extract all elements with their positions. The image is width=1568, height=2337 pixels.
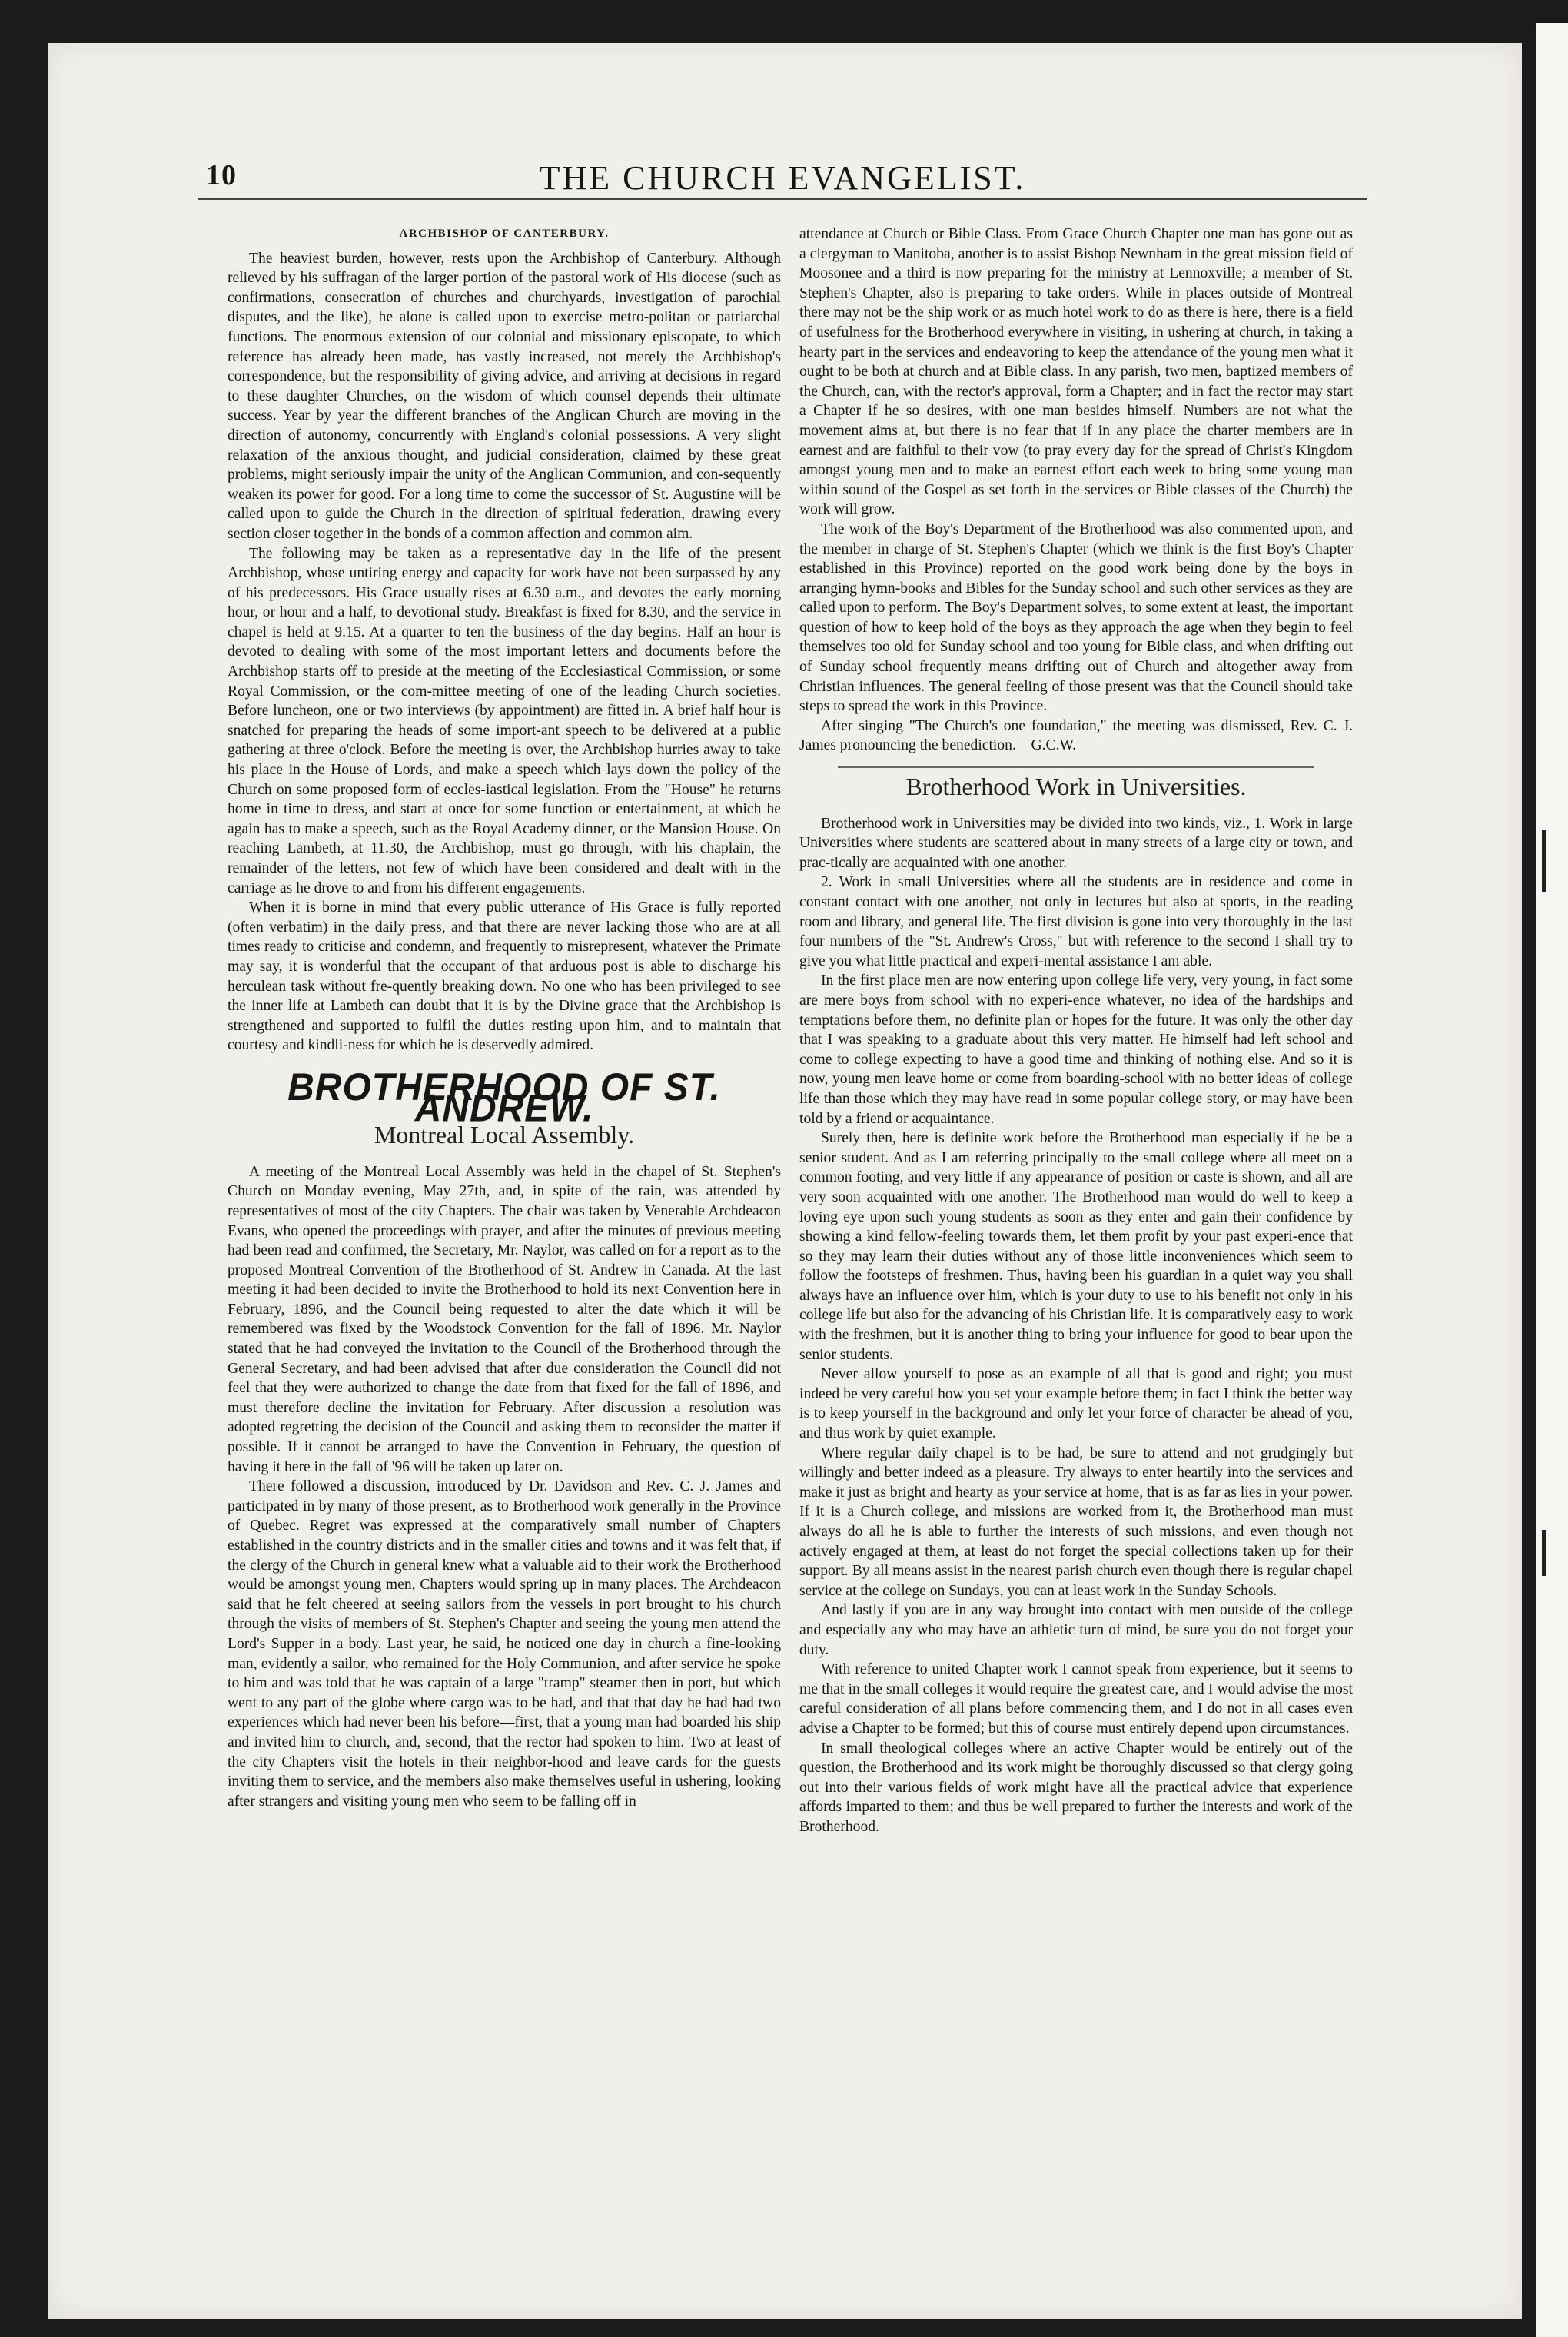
universities-paragraph: And lastly if you are in any way brought into contact with men outside of the college and especially any who may have an athletic turn of mind, be sure you do not forget your duty. [799, 1602, 1353, 1658]
universities-paragraph: Surely then, here is definite work before the Brotherhood man especially if he be a senior student. And as I am referring principally to the small college where all meet on a common footing, and very little if any appearance of position or caste is shown, and all are very soon acquainted with one another. The Brotherhood man would do well to keep a loving eye upon such young students as soon as they enter and gain their confidence by showing a kind fellow-feeling towards them, let them profit by your past experi-ence that so they may learn their duties without any of those little inconveniences which seem to follow the footsteps of freshmen. Thus, having been his guardian in a quiet way you shall always have an influence over him, which is your duty to use to his benefit not only in his college life but also for the advancing of his Christian life. It is comparatively easy to work with the freshmen, but it is another thing to bring your influence for good to bear upon the senior students. [799, 1130, 1353, 1363]
universities-paragraph: Where regular daily chapel is to be had, be sure to attend and not grudgingly but willingly and better indeed as a pleasure. Try always to enter heartily into the services and make it just as bright and hearty as your service at home, that is as far as lies in your power. If it is a Church college, and missions are worked from it, the Brotherhood man must always do all he is able to further the interests of such missions, and even though not actively engaged at them, at least do not forget the special collections taken up for their support. By all means assist in the nearest parish church even though there is regular chapel service at the college on Sundays, you can at least work in the Sunday Schools. [799, 1444, 1353, 1599]
continuation-paragraph: The work of the Boy's Department of the Brotherhood was also commented upon, and the member in charge of St. Stephen's Chapter (which we think is the first Boy's Chapter established in this Province) reported on the good work being done by the boys in arranging hymn-books and Bibles for the Sunday school and such other services as they are called upon to perform. The Boy's Department solves, to some extent at least, the important question of how to keep hold of the boys as they approach the age when they begin to feel themselves too old for Sunday school and too young for Bible class, and when drifting out of Sunday school frequently means drifting out of Church and altogether away from Christian influences. The general feeling of those present was that the Council should take steps to spread the work in this Province. [799, 520, 1353, 715]
right-column [799, 224, 1353, 1837]
archbishop-paragraph: The following may be taken as a representative day in the life of the present Archbishop, whose untiring energy and capacity for work have not been surpassed by any of his predecessors. His Grace usually rises at 6.30 a.m., and devotes the early morning hour, or hour and a half, to devotional study. Breakfast is fixed for 8.30, and the service in chapel is held at 9.15. At a quarter to ten the business of the day begins. Half an hour is devoted to dealing with some of the most important letters and documents before the Archbishop starts off to preside at the meeting of the Ecclesiastical Commission, or some Royal Commission, or the com-mittee meeting of one of the leading Church societies. Before luncheon, one or two interviews (by appointment) are fitted in. A brief half hour is snatched for preparing the heads of some import-ant speech to be delivered at a public gathering at three o'clock. Before the meeting is over, the Archbishop hurries away to take his place in the House of Lords, and make a speech which lays down the policy of the Church on some proposed form of eccles-iastical legislation. From the "House" he returns home in time to dress, and start at once for some function or entertainment, at which he again has to make a speech, such as the Royal Academy dinner, or the Mansion House. On reaching Lambeth, at 11.30, the Archbishop, must go through, with his chaplain, the remainder of the letters, not few of which have been considered and dealt with in the carriage as he drove to and from his different engagements. [228, 545, 781, 896]
brotherhood-heading: BROTHERHOOD OF ST. ANDREW. [287, 1065, 721, 1130]
universities-paragraph: In small theological colleges where an active Chapter would be entirely out of the question, the Brotherhood and its work might be thoroughly discussed so that clergy going out into their various fields of work might have all the practical advice that experience affords imparted to them; and thus be well prepared to further the interests and work of the Brotherhood. [799, 1740, 1353, 1835]
left-column [228, 224, 781, 1811]
montreal-paragraph: A meeting of the Montreal Local Assembly was held in the chapel of St. Stephen's Church on Monday evening, May 27th, and, in spite of the rain, was attended by representatives of most of the city Chapters. The chair was taken by Venerable Archdeacon Evans, who opened the proceedings with prayer, and after the minutes of previous meeting had been read and confirmed, the Secretary, Mr. Naylor, was called on for a report as to the proposed Montreal Convention of the Brotherhood of St. Andrew in Canada. At the last meeting it had been decided to invite the Brotherhood to hold its next Convention here in February, 1896, and the Council being requested to alter the date which it will be remembered was fixed by the Woodstock Convention for the fall of 1896. Mr. Naylor stated that he had conveyed the invitation to the Council of the Brotherhood through the General Secretary, and had been advised that after due consideration the Council did not feel that they were authorized to change the date from that fixed for the fall of 1896, and must therefore decline the invitation for February. After discussion a resolution was adopted regretting the decision of the Council and asking them to reconsider the matter if possible. If it cannot be arranged to have the Convention in February, the question of having it here in the fall of '96 will be taken up later on. [228, 1163, 781, 1475]
universities-paragraph: With reference to united Chapter work I cannot speak from experience, but it seems to me that in the small colleges it would require the greatest care, and I would advise the most careful consideration of all plans before commencing them, and I do not in all cases even advise a Chapter to be formed; but this of course must entirely depend upon circumstances. [799, 1661, 1353, 1737]
continuation-paragraph: attendance at Church or Bible Class. From Grace Church Chapter one man has gone out as a clergyman to Manitoba, another is to assist Bishop Newnham in the great mission field of Moosonee and a third is now preparing for the ministry at Lennoxville; a member of St. Stephen's Chapter, also is preparing to take orders. While in places outside of Montreal there may not be the ship work or as much hotel work to do as there is here, there is a field of usefulness for the Brotherhood everywhere in visiting, in ushering at church, in taking a hearty part in the services and endeavoring to keep the attendance of the young men what it ought to be both at church and at Bible class. In any parish, two men, baptized members of the Church, can, with the rector's approval, form a Chapter; and in fact the rector may start a Chapter if he so desires, with one man besides himself. Numbers are not what the movement aims at, but there is no fear that if in any place the charter members are in earnest and are faithful to their vow (to pray every day for the spread of Christ's Kingdom amongst young men and to make an earnest effort each week to bring some young man within sound of the Gospel as set forth in the services or Bible classes of the Church) the work will grow. [799, 226, 1353, 518]
universities-paragraph: In the first place men are now entering upon college life very, very young, in fact some are mere boys from school with no experi-ence whatever, no idea of the hardships and temptations before them, no definite plan or hopes for the future. It was only the other day that I was speaking to a graduate about this very matter. He himself had left school and come to college expecting to have a good time and thinking of nothing else. And so it is now, young men leave home or come from boarding-school with no better ideas of college life than those which they may have read in some popular college story, or may have been told by a friend or acquaintance. [799, 972, 1353, 1127]
page-header [206, 158, 1359, 204]
scan-mark-lower [1542, 1530, 1546, 1576]
journal-title: THE CHURCH EVANGELIST. [539, 159, 1026, 197]
continuation-paragraph: After singing "The Church's one foundation," the meeting was dismissed, Rev. C. J. James pronouncing the benediction.—G.C.W. [799, 717, 1353, 754]
montreal-title: Montreal Local Assembly. [374, 1121, 635, 1149]
universities-paragraph: Never allow yourself to pose as an example of all that is good and right; you must indeed be very careful how you set your example before them; in fact I think the better way is to keep yourself in the background and only let your force of character be ahead of you, and thus work by quiet example. [799, 1366, 1353, 1442]
page-number: 10 [206, 159, 237, 191]
archbishop-paragraph: The heaviest burden, however, rests upon the Archbishop of Canterbury. Although relieved by his suffragan of the larger portion of the pastoral work of His diocese (such as confirmations, consecration of churches and churchyards, investigation of parochial disputes, and the like), he alone is called upon to exercise metro-politan or patriarchal functions. The enormous extension of our colonial and missionary episcopate, to which reference has already been made, has vastly increased, not merely the Archbishop's correspondence, but the responsibility of giving advice, and arriving at decisions in regard to these daughter Churches, on the wisdom of which counsel depends their ultimate success. Year by year the different branches of the Anglican Church are moving in the direction of autonomy, concurrently with England's colonial possessions. A very slight relaxation of the anxious thought, and judicial consideration, claimed by these great problems, might seriously impair the unity of the Anglican Communion, and con-sequently weaken its power for good. For a long time to come the successor of St. Augustine will be called upon to guide the Church in the direction of spiritual federation, drawing every section closer together in the bonds of a common affection and common aim. [228, 250, 781, 542]
scan-mark-upper [1542, 830, 1546, 892]
montreal-paragraph: There followed a discussion, introduced by Dr. Davidson and Rev. C. J. James and participated in by many of those present, as to Brotherhood work generally in the Province of Quebec. Regret was expressed at the comparatively small number of Chapters established in the country districts and in the smaller cities and towns and it was felt that, if the clergy of the Church in general knew what a valuable aid to their work the Brotherhood would be amongst young men, Chapters would spring up in many places. The Archdeacon said that he felt cheered at seeing sailors from the vessels in port brought to his church through the visits of members of St. Stephen's Chapter and seeing the young men attend the Lord's Supper in a body. Last year, he said, he noticed one day in church a fine-looking man, evidently a sailor, who remained for the Holy Communion, and after service he spoke to him and was told that he was captain of a large "tramp" steamer then in port, but which went to any part of the globe where cargo was to be had, and that that day he had had two experiences which had never been his before—first, that a young man had boarded his ship and invited him to church, and, second, that the rector had spoken to him. Two at least of the city Chapters visit the hotels in their neighbor-hood and leave cards for the guests inviting them to service, and the members also make themselves useful in ushering, looking after strangers and visiting young men who seem to be falling off in [228, 1478, 781, 1810]
scan-margin-strip [1536, 23, 1568, 2337]
universities-title: Brotherhood Work in Universities. [838, 766, 1314, 797]
archbishop-subhead: ARCHBISHOP OF CANTERBURY. [399, 228, 610, 240]
archbishop-paragraph: When it is borne in mind that every public utterance of His Grace is fully reported (often verbatim) in the daily press, and that there are never lacking those who are at all times ready to criticise and condemn, and frequently to misrepresent, whatever the Primate may say, it is wonderful that the occupant of that arduous post is able to discharge his herculean task without fre-quently breaking down. No one who has been privileged to see the inner life at Lambeth can doubt that it is by the Divine grace that the Archbishop is strengthened and supported to fulfil the duties resting upon him, and to maintain that courtesy and kindli-ness for which he is deservedly admired. [228, 899, 781, 1054]
header-rule [198, 198, 1367, 200]
universities-paragraph: 2. Work in small Universities where all the students are in residence and come in constant contact with one another, not only in lectures but also at sports, in the reading room and library, and general life. The first division is gone into very thoroughly in the last four numbers of the "St. Andrew's Cross," but with reference to the second I shall try to give you what little practical and experi-mental assistance I am able. [799, 874, 1353, 969]
universities-paragraph: Brotherhood work in Universities may be divided into two kinds, viz., 1. Work in large Universities where students are scattered about in many streets of a large city or town, and prac-tically are acquainted with one another. [799, 815, 1353, 871]
